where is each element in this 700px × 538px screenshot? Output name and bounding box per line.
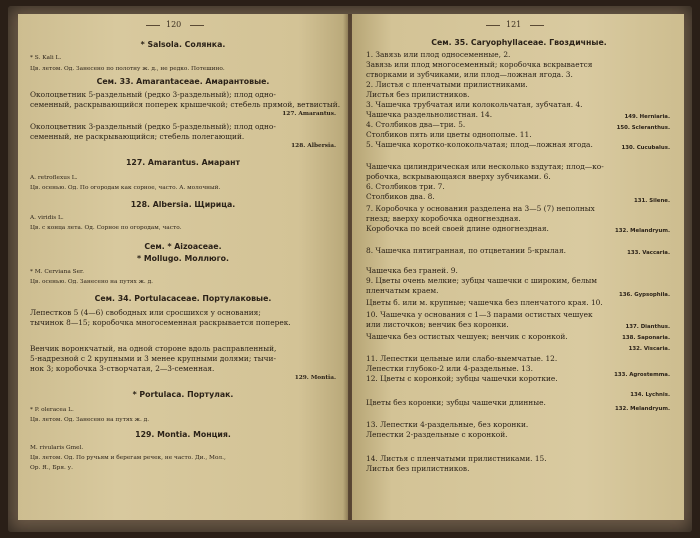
text-line: Цв. осенью. Од. Занесено на путях ж. д. — [30, 279, 154, 285]
text-line: * P. oleracea L. — [30, 407, 74, 413]
genus-tag: 149. Herniaria. — [624, 114, 670, 120]
text-line: A. viridis L. — [30, 215, 64, 221]
text-line: Коробочка по всей своей длине одногнездная. — [366, 224, 549, 233]
text-line: Чашечка цилиндрическая или несколько вздутая; плод—ко- — [366, 162, 604, 171]
text-line: 14. Листья с пленчатыми прилистниками. 15. — [366, 454, 547, 463]
text-line: Чашечка раздельнолистная. 14. — [366, 110, 493, 119]
text-line: робочка, вскрывающаяся вверху зубчиками. 6. — [366, 172, 551, 181]
genus-reference: 128. Albersia. — [291, 143, 336, 149]
section-heading: 128. Albersia. Щирица. — [130, 200, 236, 209]
text-line: тычинок 8—15; коробочка многосеменная раскрывается поперек. — [30, 318, 291, 327]
text-line: Чашечка без граней. 9. — [366, 266, 458, 275]
text-line: или листочков; венчик без коронки. — [366, 320, 509, 329]
genus-tag: 131. Silene. — [634, 198, 670, 204]
text-line: Ор. Я., Бря. у. — [30, 465, 73, 471]
text-line: 10. Чашечка у основания с 1—3 парами остистых чешуек — [366, 310, 593, 319]
text-line: Цветы б. или м. крупные; чашечка без пленчатого края. 10. — [366, 298, 603, 307]
text-line: 9. Цветы очень мелкие; зубцы чашечки с широким, белым — [366, 276, 598, 285]
text-line: 5-надрезной с 2 крупными и 3 менее крупными долями; тычи- — [30, 354, 276, 363]
section-heading: Сем. 34. Portulacaceae. Портулаковые. — [94, 294, 272, 303]
text-line: Околоцветник 5-раздельный (редко 3-раздельный); плод одно- — [30, 90, 276, 99]
divider — [190, 25, 204, 26]
text-line: Столбиков два. 8. — [366, 192, 435, 201]
divider — [530, 25, 544, 26]
genus-tag: 132. Melandryum. — [614, 406, 670, 412]
text-line: пленчатым краем. — [366, 286, 439, 295]
section-heading: Сем. * Aizoaceae. — [144, 242, 222, 251]
text-line: семенный, раскрывающийся поперек крышечкой; стебель прямой, ветвистый. — [30, 100, 341, 109]
text-line: нок 3; коробочка 3-створчатая, 2—3-семенная. — [30, 364, 215, 373]
text-line: * S. Kali L. — [30, 55, 62, 61]
text-line: Цв. летом. Од. Занесено на путях ж. д. — [30, 417, 150, 423]
text-line: 3. Чашечка трубчатая или колокольчатая, зубчатая. 4. — [366, 100, 583, 109]
divider — [146, 25, 160, 26]
left-page-number: 120 — [166, 20, 182, 29]
text-line: Цв. летом. Од. По ручьям и берегам речек, не часто. Ди., Мол., — [30, 455, 226, 461]
genus-tag: 150. Scleranthus. — [616, 125, 670, 131]
text-line: A. retroflexus L. — [30, 175, 78, 181]
text-line: Венчик воронкчатый, на одной стороне вдоль расправленный, — [30, 344, 277, 353]
text-line: 2. Листья с пленчатыми прилистниками. — [366, 80, 528, 89]
genus-tag: 132. Viscaria. — [628, 346, 670, 352]
genus-tag: 130. Cucubalus. — [621, 145, 670, 151]
genus-tag: 137. Dianthus. — [625, 324, 670, 330]
text-line: * M. Cerviana Ser. — [30, 269, 84, 275]
text-line: Околоцветник 3-раздельный (редко 5-раздельный); плод одно- — [30, 122, 276, 131]
text-line: 11. Лепестки цельные или слабо-выемчатые. 12. — [366, 354, 558, 363]
text-line: 7. Коробочка у основания разделена на 3—5 (7) неполных — [366, 204, 595, 213]
text-line: Лепестков 5 (4—6) свободных или сросшихся у основания; — [30, 308, 261, 317]
genus-tag: 132. Melandryum. — [614, 228, 670, 234]
text-line: 12. Цветы с коронкой; зубцы чашечки короткие. — [366, 374, 558, 383]
genus-reference: 127. Amarantus. — [282, 111, 336, 117]
text-line: 1. Завязь или плод односеменные, 2. — [366, 50, 511, 59]
text-line: 8. Чашечка пятигранная, по отцветании 5-крылая. — [366, 246, 566, 255]
text-line: Завязь или плод многосеменный; коробочка вскрывается — [366, 60, 593, 69]
text-line: Столбиков пять или цветы однополые. 11. — [366, 130, 532, 139]
text-line: гнезд; вверху коробочка одногнездная. — [366, 214, 521, 223]
right-page-number: 121 — [506, 20, 522, 29]
text-line: 4. Столбиков два—три. 5. — [366, 120, 466, 129]
section-heading: Сем. 35. Caryophyllaceae. Гвоздичные. — [431, 38, 607, 47]
genus-tag: 133. Vaccaria. — [627, 250, 670, 256]
text-line: Лепестки глубоко-2 или 4-раздельные. 13. — [366, 364, 533, 373]
divider — [486, 25, 500, 26]
text-line: 13. Лепестки 4-раздельные, без коронки. — [366, 420, 529, 429]
text-line: Цв. летом. Од. Занесено по полотну ж. д., не редко. Потешино. — [30, 66, 225, 72]
genus-tag: 133. Agrostemma. — [614, 372, 670, 378]
text-line: семенный, не раскрывающийся; стебель полегающий. — [30, 132, 245, 141]
genus-tag: 134. Lychnis. — [630, 392, 670, 398]
text-line: Листья без прилистников. — [366, 90, 470, 99]
section-heading: 129. Montia. Монция. — [135, 430, 231, 439]
text-line: Цветы без коронки; зубцы чашечки длинные. — [366, 398, 546, 407]
genus-tag: 136. Gypsophila. — [619, 292, 670, 298]
section-heading: Сем. 33. Amarantaceae. Амарантовые. — [96, 77, 270, 86]
text-line: M. rivularis Gmel. — [30, 445, 84, 451]
section-heading: 127. Amarantus. Амарант — [125, 158, 241, 167]
text-line: 6. Столбиков три. 7. — [366, 182, 445, 191]
text-line: Листья без прилистников. — [366, 464, 470, 473]
text-line: Лепестки 2-раздельные с коронкой. — [366, 430, 508, 439]
left-page — [18, 14, 348, 520]
section-heading: * Portulaca. Портулак. — [132, 390, 234, 399]
section-heading: * Salsola. Солянка. — [140, 40, 226, 49]
text-line: створками и зубчиками, или плод—ложная ягода. 3. — [366, 70, 573, 79]
section-heading: * Mollugo. Моллюго. — [137, 254, 229, 263]
text-line: 5. Чашечка коротко-колокольчатая; плод—ложная ягода. — [366, 140, 593, 149]
right-page — [352, 14, 684, 520]
text-line: Цв. с конца лета. Од. Сорное по огородам, часто. — [30, 225, 182, 231]
text-line: Чашечка без остистых чешуек; венчик с коронкой. — [366, 332, 568, 341]
genus-tag: 138. Saponaria. — [622, 335, 670, 341]
genus-reference: 129. Montia. — [294, 375, 336, 381]
text-line: Цв. осенью. Од. По огородам как сорное, часто. A. молочный. — [30, 185, 221, 191]
